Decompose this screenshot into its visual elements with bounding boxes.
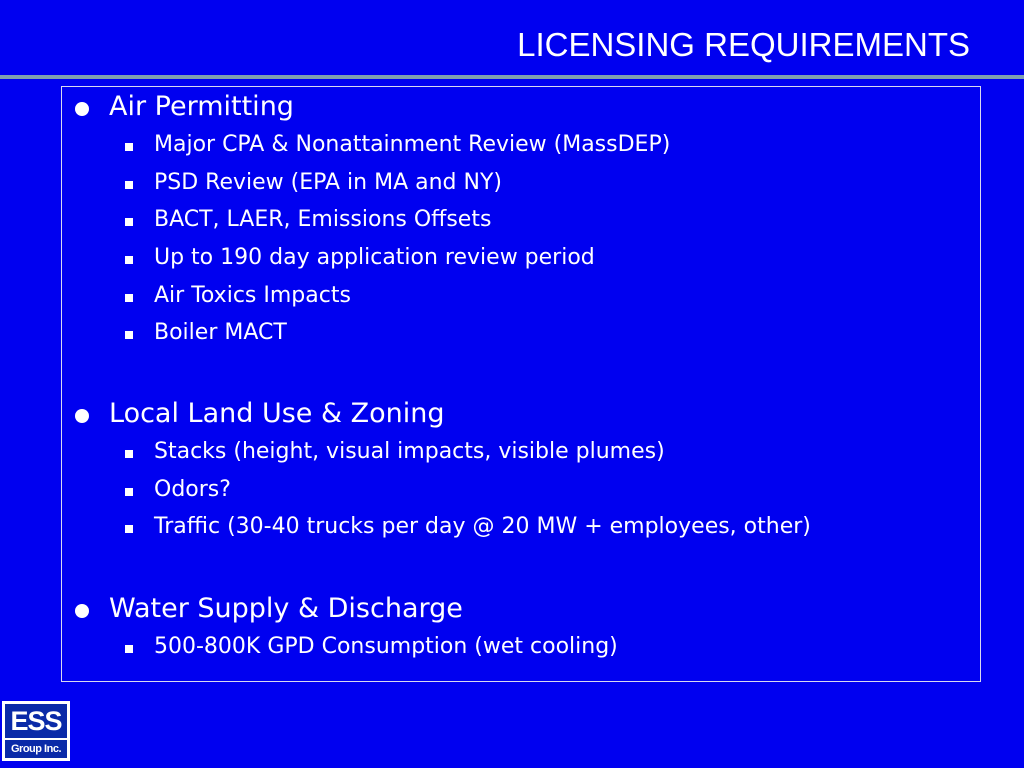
list-item-text: Air Toxics Impacts (154, 282, 351, 308)
section-air-permitting (62, 89, 980, 355)
section-land-use (62, 396, 980, 549)
section-heading (62, 396, 980, 436)
company-logo (2, 701, 70, 761)
square-bullet-icon (125, 218, 133, 226)
list-item-text: PSD Review (EPA in MA and NY) (154, 169, 502, 195)
square-bullet-icon (125, 256, 133, 264)
list-item (62, 474, 980, 512)
list-item (62, 511, 980, 549)
square-bullet-icon (125, 181, 133, 189)
section-heading-text: Local Land Use & Zoning (109, 398, 445, 429)
list-item-text: Up to 190 day application review period (154, 245, 595, 271)
square-bullet-icon (125, 331, 133, 339)
logo-bottom-text: Group Inc. (5, 740, 67, 758)
list-item-text: Boiler MACT (154, 320, 287, 346)
list-item-text: 500-800K GPD Consumption (wet cooling) (154, 634, 618, 659)
title-divider (0, 75, 1024, 79)
logo-top-text: ESS (5, 704, 67, 738)
bullet-icon (75, 102, 89, 116)
list-item (62, 167, 980, 205)
content-box (61, 86, 981, 682)
square-bullet-icon (125, 488, 133, 496)
list-item (62, 280, 980, 318)
list-item (62, 242, 980, 280)
section-heading (62, 89, 980, 129)
slide-title: LICENSING REQUIREMENTS (517, 26, 970, 63)
list-item-text: Odors? (154, 476, 231, 502)
bullet-icon (75, 409, 89, 423)
list-item-text: Major CPA & Nonattainment Review (MassDEP) (154, 132, 671, 157)
square-bullet-icon (125, 525, 133, 533)
list-item (62, 631, 980, 669)
list-item-text: Traffic (30-40 trucks per day @ 20 MW + employees, other) (154, 514, 811, 540)
list-item (62, 317, 980, 355)
square-bullet-icon (125, 294, 133, 302)
bullet-icon (75, 604, 89, 618)
list-item-text: BACT, LAER, Emissions Offsets (154, 207, 492, 233)
list-item (62, 204, 980, 242)
section-heading-text: Water Supply & Discharge (109, 593, 463, 624)
list-item (62, 129, 980, 167)
section-water-supply (62, 591, 980, 669)
section-heading (62, 591, 980, 631)
square-bullet-icon (125, 143, 133, 151)
list-item-text: Stacks (height, visual impacts, visible plumes) (154, 439, 665, 464)
square-bullet-icon (125, 450, 133, 458)
section-heading-text: Air Permitting (109, 91, 294, 122)
list-item (62, 436, 980, 474)
square-bullet-icon (125, 645, 133, 653)
